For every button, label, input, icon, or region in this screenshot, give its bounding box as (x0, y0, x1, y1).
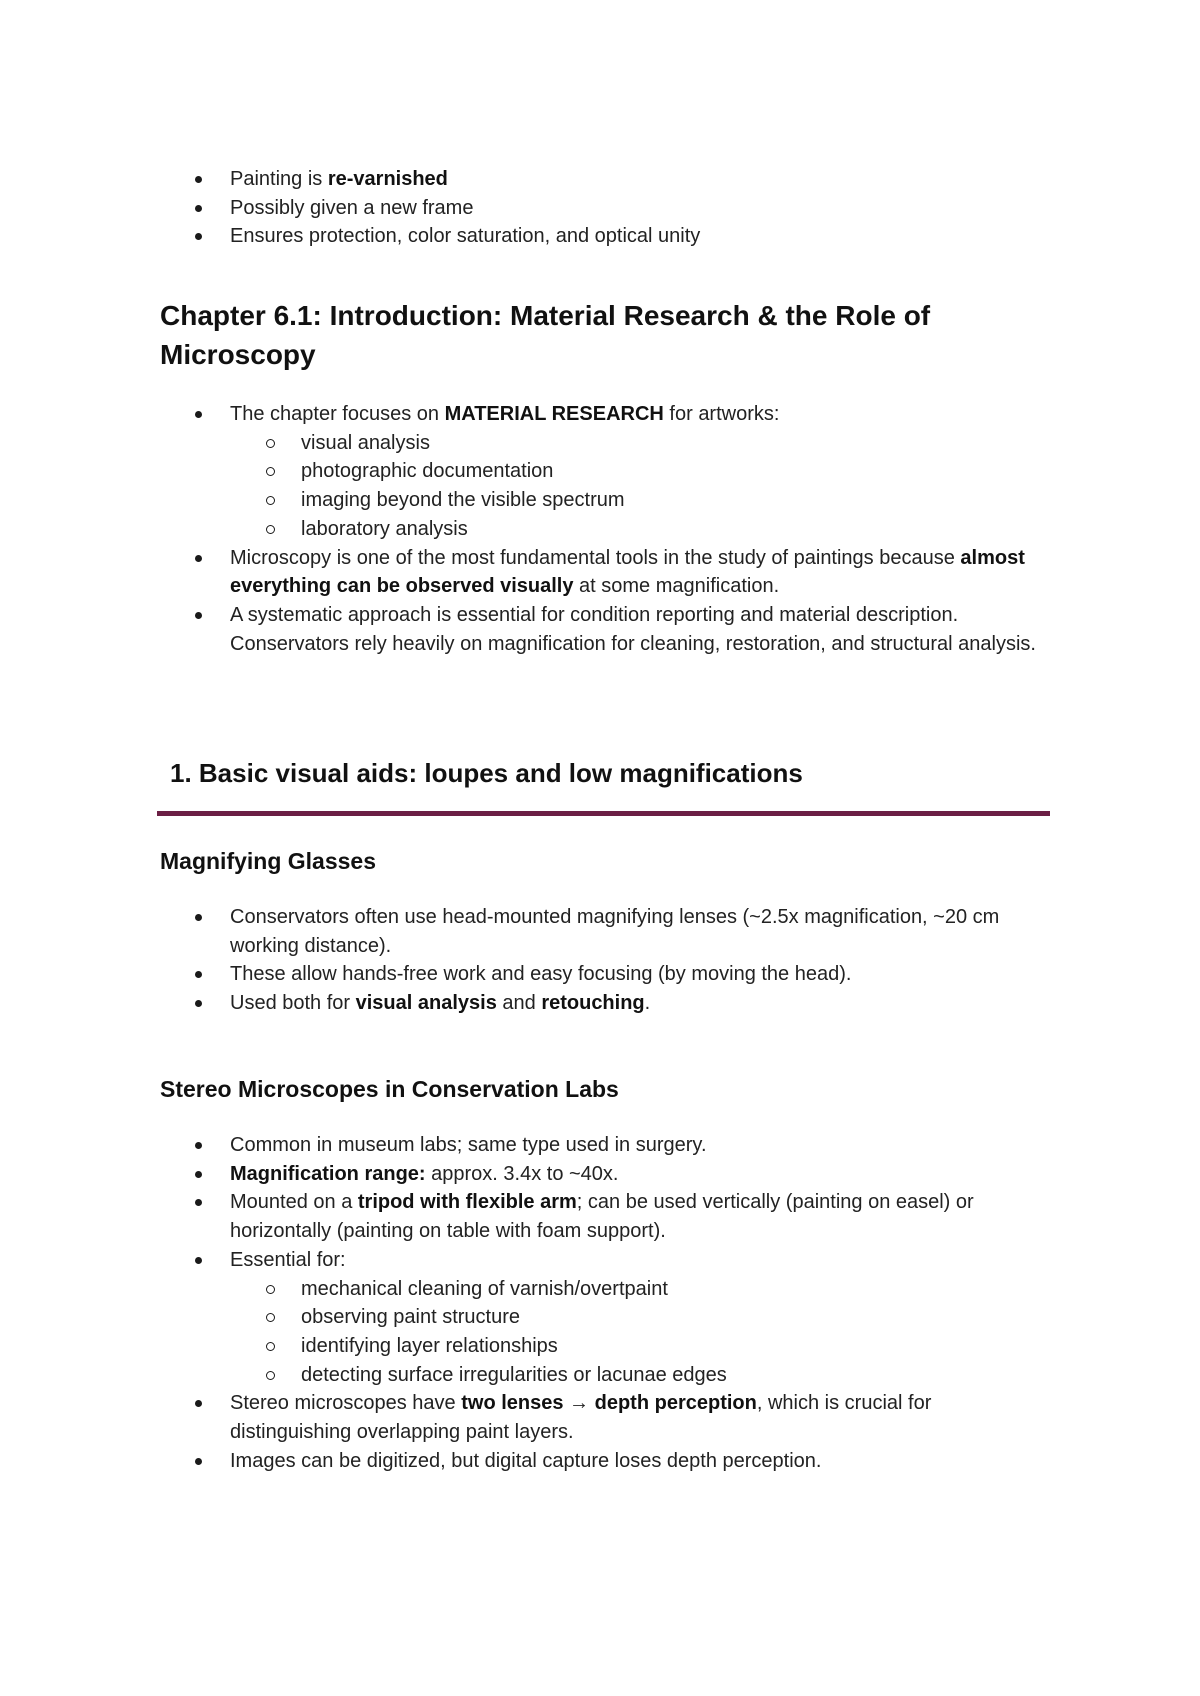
top-bullet-list (160, 165, 1050, 251)
sub-list-item: photographic documentation (230, 457, 1050, 486)
list-item: Used both for visual analysis and retouching. (160, 989, 1050, 1018)
sub-list-item: observing paint structure (230, 1303, 1050, 1332)
sub-list-item: mechanical cleaning of varnish/overtpaint (230, 1275, 1050, 1304)
sub-list (230, 429, 1050, 544)
list-item: The chapter focuses on MATERIAL RESEARCH for artworks: visual analysis photographic documentation imaging beyond the visible spectrum laboratory analysis (160, 400, 1050, 544)
list-item: Essential for: mechanical cleaning of varnish/overtpaint observing paint structure identifying layer relationships detecting surface irregularities or lacunae edges (160, 1246, 1050, 1390)
list-item: Common in museum labs; same type used in surgery. (160, 1131, 1050, 1160)
chapter-title: Chapter 6.1: Introduction: Material Research & the Role of Microscopy (160, 300, 931, 370)
sub-list-item: identifying layer relationships (230, 1332, 1050, 1361)
list-item: These allow hands-free work and easy focusing (by moving the head). (160, 960, 1050, 989)
list-item: A systematic approach is essential for condition reporting and material description. Conservators rely heavily on magnification for cleaning, restoration, and structural analysis. (160, 601, 1050, 658)
list-item: Conservators often use head-mounted magnifying lenses (~2.5x magnification, ~20 cm working distance). (160, 903, 1050, 960)
sub-list-item: laboratory analysis (230, 515, 1050, 544)
list-item: Images can be digitized, but digital capture loses depth perception. (160, 1447, 1050, 1476)
subsection-heading-stereo-microscopes: Stereo Microscopes in Conservation Labs (160, 1076, 619, 1102)
sub-list-item: imaging beyond the visible spectrum (230, 486, 1050, 515)
sub-list-item: detecting surface irregularities or lacunae edges (230, 1361, 1050, 1390)
list-item: Painting is re-varnished (160, 165, 1050, 194)
list-item: Stereo microscopes have two lenses → depth perception, which is crucial for distinguishing overlapping paint layers. (160, 1389, 1050, 1446)
list-item: Microscopy is one of the most fundamental tools in the study of paintings because almost everything can be observed visually at some magnification. (160, 544, 1050, 601)
list-item: Magnification range: approx. 3.4x to ~40x. (160, 1160, 1050, 1189)
stereo-bullet-list (160, 1131, 1050, 1475)
list-item: Possibly given a new frame (160, 194, 1050, 223)
chapter-bullet-list (160, 400, 1050, 658)
sub-list (230, 1275, 1050, 1390)
section-heading: 1. Basic visual aids: loupes and low magnifications (170, 758, 803, 788)
sub-list-item: visual analysis (230, 429, 1050, 458)
magnifying-bullet-list (160, 903, 1050, 1018)
list-item: Ensures protection, color saturation, and optical unity (160, 222, 1050, 251)
section-divider (157, 811, 1050, 816)
subsection-heading-magnifying-glasses: Magnifying Glasses (160, 848, 377, 874)
list-item: Mounted on a tripod with flexible arm; can be used vertically (painting on easel) or horizontally (painting on table with foam support). (160, 1188, 1050, 1245)
